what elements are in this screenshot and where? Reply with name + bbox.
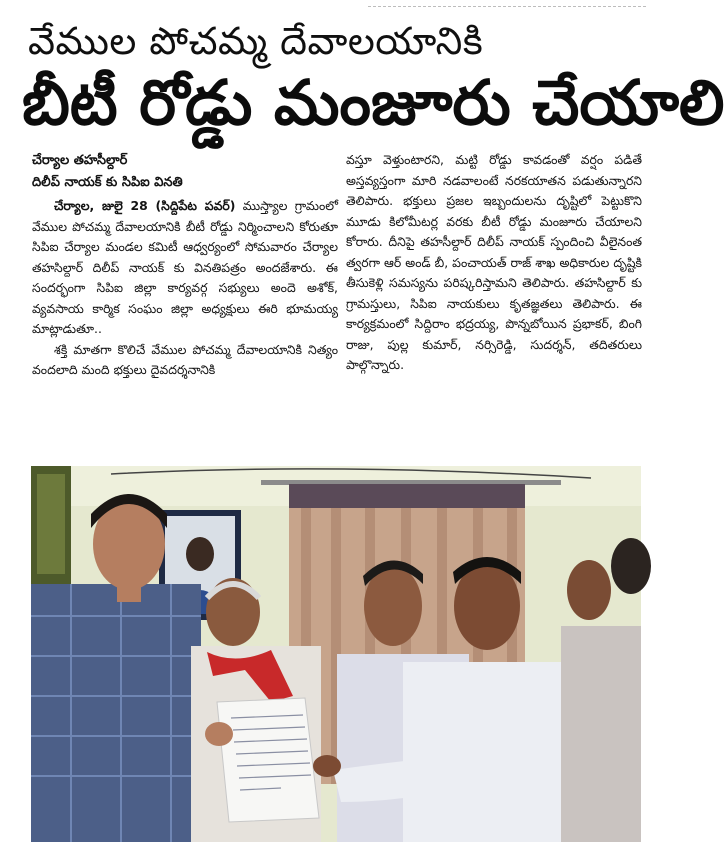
article-column-left xyxy=(32,150,338,381)
top-divider xyxy=(368,6,646,7)
article-paragraph-3: వస్తూ వెళ్తుంటారని, మట్టి రోడ్డు కావడంతో వర్షం పడితే అస్తవ్యస్తంగా మారి నడవాలంటే నరకయాతన పడుతున్నారని తెలిపారు. భక్తులు ప్రజల ఇబ్బందులను దృష్టిలో పెట్టుకొని మూడు కిలోమీటర్ల వరకు బీటీ రోడ్డు మంజూరు చేయాలని కోరారు. దీనిపై తహసీల్దార్ దిలీప్ నాయక్ స్పందించి వీలైనంత త్వరగా ఆర్ అండ్ బీ, పంచాయత్ రాజ్ శాఖ అధికారుల దృష్టికి తీసుకెళ్లి సమస్యను పరిష్కరిస్తామని తెలిపారు. తహసిల్దార్ కు గ్రామస్తులు, సిపిఐ నాయకులు కృతజ్ఞతలు తెలిపారు. ఈ కార్యక్రమంలో సిద్దిరాం భద్రయ్య, పొన్నబోయిన ప్రభాకర్, బింగి రాజు, పుల్ల కుమార్, నర్సిరెడ్డి, సుదర్శన్, తదితరులు పాల్గొన్నారు. xyxy=(346,152,642,372)
petition-document xyxy=(217,698,319,822)
subheadline: దిలీప్ నాయక్ కు సిపిఐ వినతి xyxy=(32,175,183,190)
paragraph-1-text: ముస్త్యాల గ్రామంలో వేముల పోచమ్మ దేవాలయానికి బీటీ రోడ్డు నిర్మించాలని కోరుతూ సిపిఐ చేర్యాల మండల కమిటీ ఆధ్వర్యంలో సోమవారం చేర్యాల తహసిల్దార్ దిలీప్ నాయక్ కు వినతిపత్రం అందజేశారు. ఈ సందర్భంగా సిపిఐ జిల్లా కార్యవర్గ సభ్యులు అందె అశోక్, వ్యవసాయ కార్మిక సంఘం జిల్లా అధ్యక్షులు ఈరి భూమయ్య మాట్లాడుతూ.. xyxy=(32,198,338,336)
headline-line-1: వేముల పోచమ్మ దేవాలయానికి xyxy=(28,19,484,63)
article-paragraph-1 xyxy=(32,196,338,340)
news-photo xyxy=(31,466,641,842)
article-column-right xyxy=(346,150,642,376)
dateline: చేర్యాల, జులై 28 (సిద్దిపేట పవర్) xyxy=(54,198,236,213)
people-background-right xyxy=(561,538,651,842)
article-paragraph-2: శక్తి మాతగా కొలిచే వేముల పోచమ్మ దేవాలయానికి నిత్యం వందలాది మంది భక్తులు దైవదర్శనానికి xyxy=(32,341,338,377)
kicker: చేర్యాల తహసీల్దార్ xyxy=(32,153,128,168)
photo-illustration xyxy=(31,466,641,842)
headline-line-2: బీటీ రోడ్డు మంజూరు చేయాలి xyxy=(22,66,724,139)
